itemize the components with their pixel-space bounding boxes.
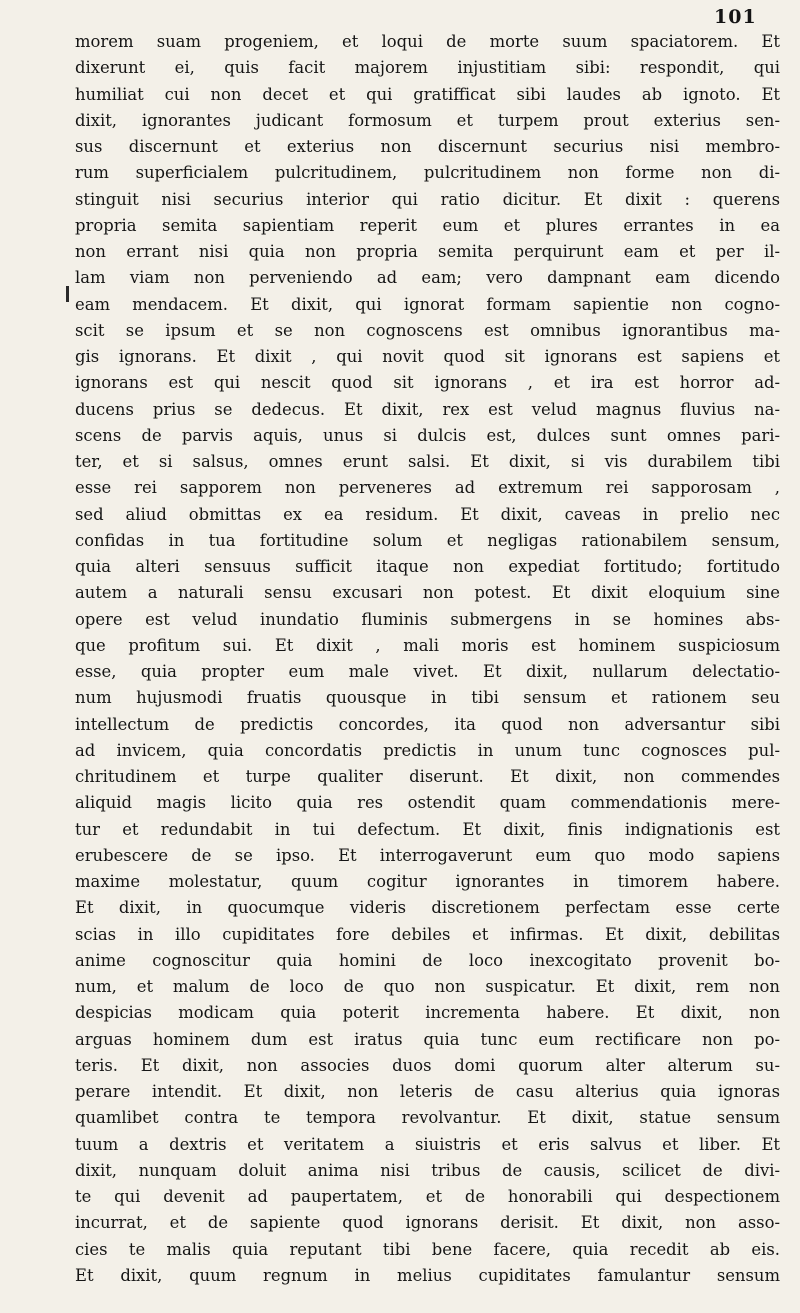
body-text (75, 29, 780, 1289)
text-line: dixit, ignorantes judicant formosum et turpem prout exterius sen- (75, 110, 780, 130)
text-line: gis ignorans. Et dixit , qui novit quod sit ignorans est sapiens et (75, 347, 780, 366)
text-line: despicias modicam quia poterit incrementa habere. Et dixit, non (75, 1003, 780, 1023)
margin-mark (66, 286, 69, 302)
text-line: humiliat cui non decet et qui gratifficat sibi laudes ab ignoto. Et (75, 84, 780, 104)
text-line: erubescere de se ipso. Et interrogaverunt eum quo modo sapiens (75, 845, 780, 865)
text-line: opere est velud inundatio fluminis submergens in se homines abs- (75, 609, 780, 629)
text-line: esse, quia propter eum male vivet. Et dixit, nullarum delectatio- (75, 662, 780, 681)
text-line: ducens prius se dedecus. Et dixit, rex est velud magnus fluvius na- (75, 399, 780, 419)
text-line: Et dixit, quum regnum in melius cupiditates famulantur sensum (75, 1265, 780, 1285)
text-line: tuum a dextris et veritatem a siuistris et eris salvus et liber. Et (75, 1134, 780, 1154)
text-line: quamlibet contra te tempora revolvantur. Et dixit, statue sensum (75, 1108, 780, 1128)
text-line: maxime molestatur, quum cogitur ignorantes in timorem habere. (75, 872, 780, 891)
text-line: ter, et si salsus, omnes erunt salsi. Et dixit, si vis durabilem tibi (75, 452, 780, 471)
text-line: aliquid magis licito quia res ostendit quam commendationis mere- (75, 793, 780, 813)
text-line: autem a naturali sensu excusari non potest. Et dixit eloquium sine (75, 583, 780, 603)
text-line: arguas hominem dum est iratus quia tunc eum rectificare non po- (75, 1029, 780, 1049)
text-line: ad invicem, quia concordatis predictis in unum tunc cognosces pul- (75, 740, 780, 760)
text-line: lam viam non perveniendo ad eam; vero dampnant eam dicendo (75, 268, 780, 288)
text-line: cies te malis quia reputant tibi bene facere, quia recedit ab eis. (75, 1239, 780, 1259)
text-line: propria semita sapientiam reperit eum et plures errantes in ea (75, 215, 780, 235)
text-line: perare intendit. Et dixit, non leteris de casu alterius quia ignoras (75, 1082, 780, 1101)
text-line: confidas in tua fortitudine solum et negligas rationabilem sensum, (75, 530, 780, 550)
text-line: num hujusmodi fruatis quousque in tibi sensum et rationem seu (75, 688, 780, 708)
text-line: scens de parvis aquis, unus si dulcis est, dulces sunt omnes pari- (75, 425, 780, 445)
text-line: sus discernunt et exterius non discernunt securius nisi membro- (75, 137, 780, 156)
text-line: te qui devenit ad paupertatem, et de honorabili qui despectionem (75, 1187, 780, 1206)
text-line: chritudinem et turpe qualiter diserunt. Et dixit, non commendes (75, 767, 780, 786)
text-line: quia alteri sensuus sufficit itaque non expediat fortitudo; fortitudo (75, 557, 780, 576)
text-line: rum superficialem pulcritudinem, pulcritudinem non forme non di- (75, 163, 780, 183)
text-line: que profitum sui. Et dixit , mali moris est hominem suspiciosum (75, 635, 780, 655)
text-line: stinguit nisi securius interior qui ratio dicitur. Et dixit : querens (75, 189, 780, 209)
text-line: esse rei sapporem non perveneres ad extremum rei sapporosam , (75, 478, 780, 498)
text-line: dixerunt ei, quis facit majorem injustitiam sibi: respondit, qui (75, 58, 780, 78)
text-line: dixit, nunquam doluit anima nisi tribus de causis, scilicet de divi- (75, 1160, 780, 1180)
text-line: intellectum de predictis concordes, ita quod non adversantur sibi (75, 714, 780, 734)
text-line: eam mendacem. Et dixit, qui ignorat formam sapientie non cogno- (75, 294, 780, 314)
text-line: teris. Et dixit, non associes duos domi quorum alter alterum su- (75, 1055, 780, 1075)
text-line: tur et redundabit in tui defectum. Et dixit, finis indignationis est (75, 819, 780, 839)
text-line: scit se ipsum et se non cognoscens est omnibus ignorantibus ma- (75, 320, 780, 340)
text-line: Et dixit, in quocumque videris discretionem perfectam esse certe (75, 898, 780, 918)
text-line: scias in illo cupiditates fore debiles et infirmas. Et dixit, debilitas (75, 924, 780, 944)
page-number: 101 (714, 6, 757, 28)
text-line: anime cognoscitur quia homini de loco inexcogitato provenit bo- (75, 950, 780, 970)
text-line: non errant nisi quia non propria semita perquirunt eam et per il- (75, 242, 780, 261)
text-line: sed aliud obmittas ex ea residum. Et dixit, caveas in prelio nec (75, 504, 780, 524)
text-line: incurrat, et de sapiente quod ignorans derisit. Et dixit, non asso- (75, 1213, 780, 1233)
text-line: morem suam progeniem, et loqui de morte suum spaciatorem. Et (75, 32, 780, 51)
text-line: num, et malum de loco de quo non suspicatur. Et dixit, rem non (75, 977, 780, 996)
text-line: ignorans est qui nescit quod sit ignorans , et ira est horror ad- (75, 373, 780, 393)
